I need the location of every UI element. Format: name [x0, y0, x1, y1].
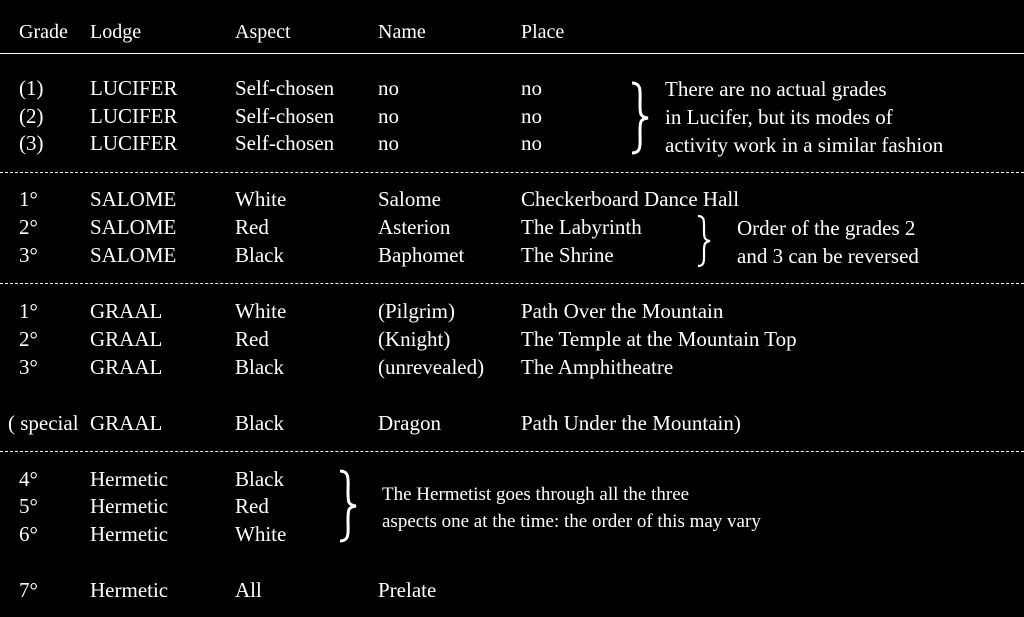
lucifer-lodge-3: LUCIFER	[90, 131, 178, 155]
header-place: Place	[521, 21, 565, 43]
hermetic-aspect-6: White	[235, 522, 287, 546]
hermetic-note-line-1: The Hermetist goes through all the three	[382, 484, 690, 505]
hermetic-aspect-5: Red	[235, 494, 269, 518]
hermetic-lodge-7: Hermetic	[90, 578, 169, 602]
hermetic-aspect-4: Black	[235, 467, 284, 491]
lucifer-lodge-2: LUCIFER	[90, 104, 178, 128]
graal-name-3: (unrevealed)	[378, 355, 485, 379]
lucifer-place-1: no	[521, 76, 542, 100]
salome-note-line-2: and 3 can be reversed	[737, 244, 919, 268]
hermetic-brace	[336, 468, 360, 544]
lucifer-place-3: no	[521, 131, 542, 155]
graal-grade-3: 3°	[19, 355, 38, 379]
salome-lodge-1: SALOME	[90, 187, 177, 211]
salome-brace	[695, 213, 713, 269]
header-divider	[0, 53, 1024, 54]
lucifer-grade-2: (2)	[19, 104, 44, 128]
lucifer-lodge-1: LUCIFER	[90, 76, 178, 100]
hermetic-aspect-7: All	[235, 578, 262, 602]
graal-special-name: Dragon	[378, 411, 441, 435]
lucifer-aspect-3: Self-chosen	[235, 131, 335, 155]
hermetic-grade-7: 7°	[19, 578, 38, 602]
header-name: Name	[378, 21, 426, 43]
hermetic-lodge-5: Hermetic	[90, 494, 169, 518]
graal-place-2: The Temple at the Mountain Top	[521, 327, 797, 351]
salome-aspect-1: White	[235, 187, 287, 211]
graal-special-aspect: Black	[235, 411, 284, 435]
graal-grade-1: 1°	[19, 299, 38, 323]
salome-grade-3: 3°	[19, 243, 38, 267]
hermetic-grade-4: 4°	[19, 467, 38, 491]
header-lodge: Lodge	[90, 21, 142, 43]
salome-lodge-2: SALOME	[90, 215, 177, 239]
graal-lodge-1: GRAAL	[90, 299, 163, 323]
lucifer-note-line-2: in Lucifer, but its modes of	[665, 105, 893, 129]
lucifer-name-1: no	[378, 76, 399, 100]
salome-name-1: Salome	[378, 187, 441, 211]
lucifer-note-line-1: There are no actual grades	[665, 77, 887, 101]
lucifer-name-2: no	[378, 104, 399, 128]
lucifer-brace	[628, 80, 652, 156]
salome-place-3: The Shrine	[521, 243, 614, 267]
salome-lodge-3: SALOME	[90, 243, 177, 267]
salome-grade-2: 2°	[19, 215, 38, 239]
section-divider-1	[0, 172, 1024, 173]
section-divider-3	[0, 451, 1024, 452]
hermetic-note-line-2: aspects one at the time: the order of this may vary	[382, 511, 761, 532]
salome-aspect-3: Black	[235, 243, 284, 267]
salome-note-line-1: Order of the grades 2	[737, 216, 916, 240]
hermetic-lodge-6: Hermetic	[90, 522, 169, 546]
graal-aspect-1: White	[235, 299, 287, 323]
lucifer-place-2: no	[521, 104, 542, 128]
graal-grade-2: 2°	[19, 327, 38, 351]
lucifer-grade-3: (3)	[19, 131, 44, 155]
hermetic-grade-6: 6°	[19, 522, 38, 546]
lucifer-grade-1: (1)	[19, 76, 44, 100]
lucifer-aspect-2: Self-chosen	[235, 104, 335, 128]
salome-aspect-2: Red	[235, 215, 269, 239]
graal-lodge-3: GRAAL	[90, 355, 163, 379]
graal-special-grade: ( special	[8, 411, 79, 435]
graal-place-3: The Amphitheatre	[521, 355, 674, 379]
hermetic-name-7: Prelate	[378, 578, 437, 602]
salome-place-2: The Labyrinth	[521, 215, 642, 239]
lucifer-name-3: no	[378, 131, 399, 155]
graal-aspect-2: Red	[235, 327, 269, 351]
header-aspect: Aspect	[235, 21, 291, 43]
section-divider-2	[0, 283, 1024, 284]
hermetic-grade-5: 5°	[19, 494, 38, 518]
header-grade: Grade	[19, 21, 68, 43]
salome-name-2: Asterion	[378, 215, 451, 239]
graal-name-1: (Pilgrim)	[378, 299, 455, 323]
salome-place-1: Checkerboard Dance Hall	[521, 187, 740, 211]
graal-name-2: (Knight)	[378, 327, 451, 351]
hermetic-lodge-4: Hermetic	[90, 467, 169, 491]
salome-name-3: Baphomet	[378, 243, 465, 267]
lucifer-aspect-1: Self-chosen	[235, 76, 335, 100]
lucifer-note-line-3: activity work in a similar fashion	[665, 133, 944, 157]
graal-aspect-3: Black	[235, 355, 284, 379]
salome-grade-1: 1°	[19, 187, 38, 211]
graal-special-lodge: GRAAL	[90, 411, 163, 435]
graal-special-place: Path Under the Mountain)	[521, 411, 741, 435]
graal-lodge-2: GRAAL	[90, 327, 163, 351]
graal-place-1: Path Over the Mountain	[521, 299, 724, 323]
